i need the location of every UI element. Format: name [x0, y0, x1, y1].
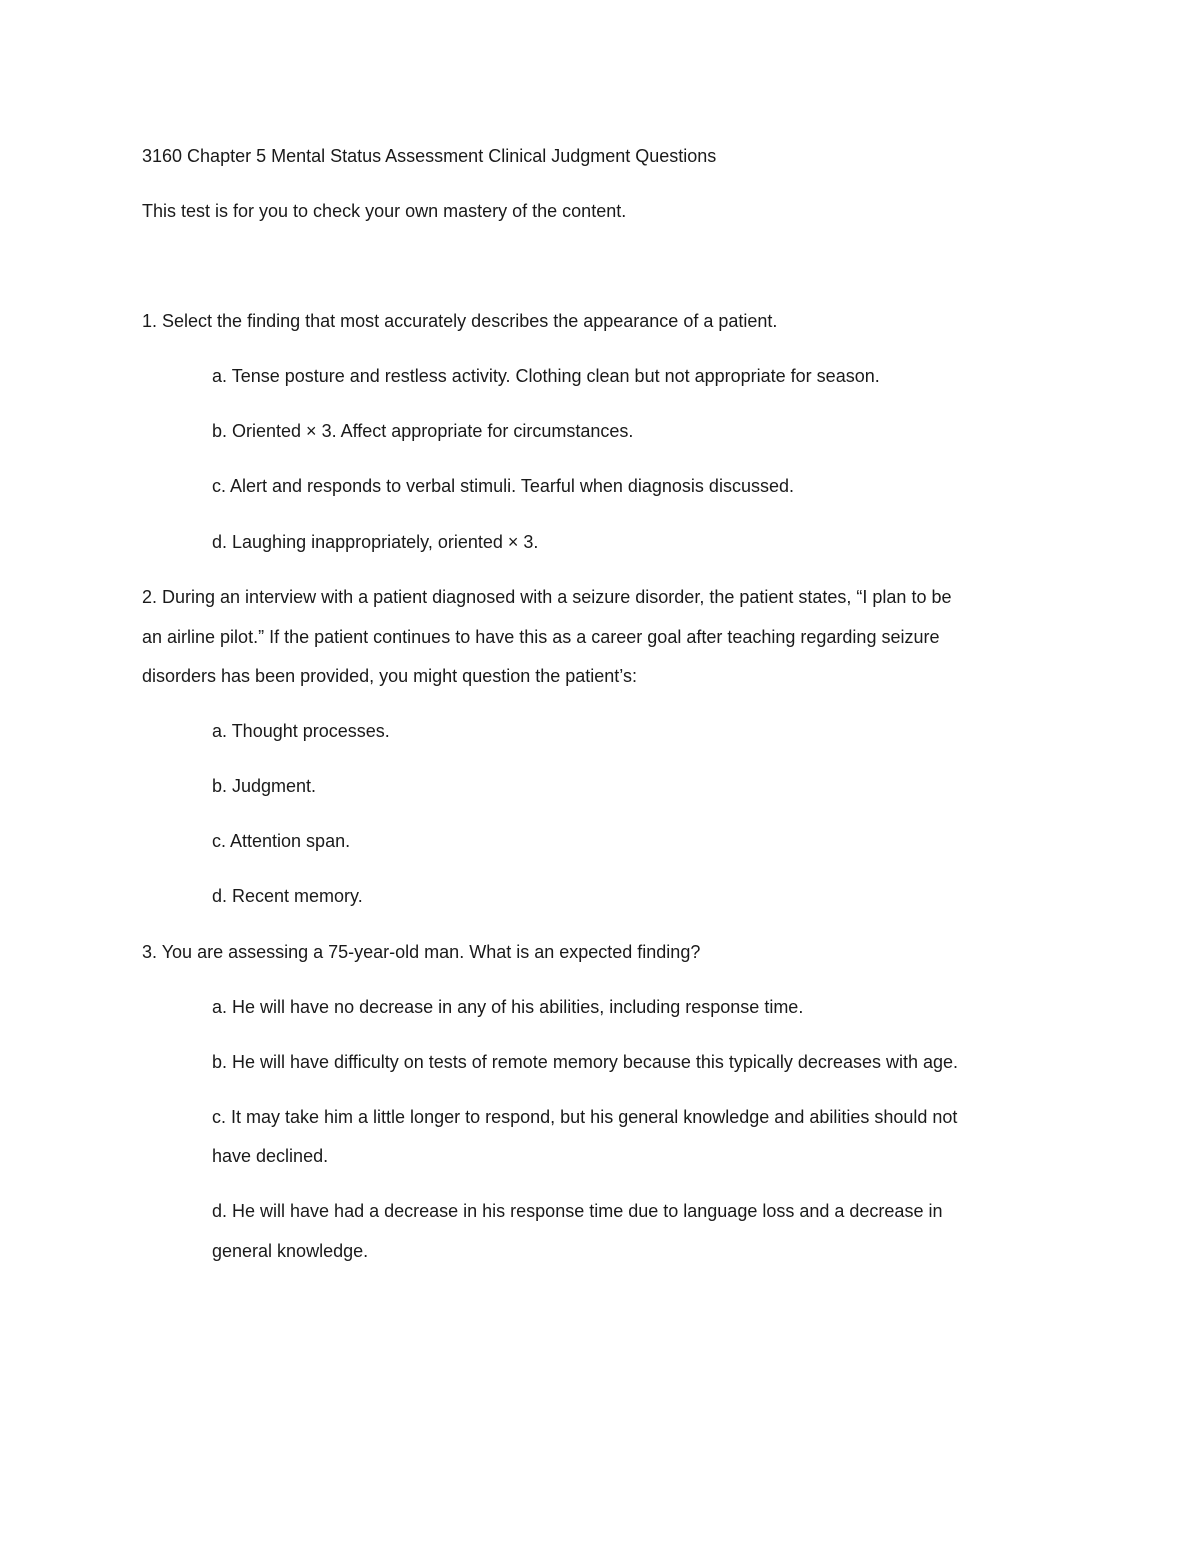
question-text-line: 3. You are assessing a 75-year-old man. What is an expected finding?	[142, 942, 701, 962]
answer-option-d: d. Recent memory.	[212, 886, 363, 906]
answer-option-d: d. Laughing inappropriately, oriented × 3.	[212, 532, 539, 552]
answer-option-a: a. Thought processes.	[212, 721, 390, 741]
answer-option-d-continued: general knowledge.	[212, 1241, 369, 1261]
question-text-line: 2. During an interview with a patient diagnosed with a seizure disorder, the patient states, “I plan to be	[142, 587, 952, 607]
question-text-line: 1. Select the finding that most accurately describes the appearance of a patient.	[142, 311, 778, 331]
answer-option-b: b. He will have difficulty on tests of remote memory because this typically decreases with age.	[212, 1052, 959, 1072]
question-text-line: an airline pilot.” If the patient continues to have this as a career goal after teaching regarding seizure	[142, 627, 940, 647]
answer-option-c: c. Alert and responds to verbal stimuli. Tearful when diagnosis discussed.	[212, 476, 794, 496]
answer-option-c-continued: have declined.	[212, 1146, 329, 1166]
answer-option-b: b. Judgment.	[212, 776, 317, 796]
document-intro: This test is for you to check your own mastery of the content.	[142, 201, 627, 221]
answer-option-a: a. Tense posture and restless activity. Clothing clean but not appropriate for season.	[212, 366, 880, 386]
document-title: 3160 Chapter 5 Mental Status Assessment Clinical Judgment Questions	[142, 146, 717, 166]
question-text-line: disorders has been provided, you might question the patient’s:	[142, 666, 637, 686]
answer-option-d: d. He will have had a decrease in his response time due to language loss and a decrease in	[212, 1201, 943, 1221]
answer-option-c: c. Attention span.	[212, 831, 351, 851]
answer-option-a: a. He will have no decrease in any of his abilities, including response time.	[212, 997, 804, 1017]
answer-option-b: b. Oriented × 3. Affect appropriate for circumstances.	[212, 421, 634, 441]
answer-option-c: c. It may take him a little longer to respond, but his general knowledge and abilities should not	[212, 1107, 958, 1127]
